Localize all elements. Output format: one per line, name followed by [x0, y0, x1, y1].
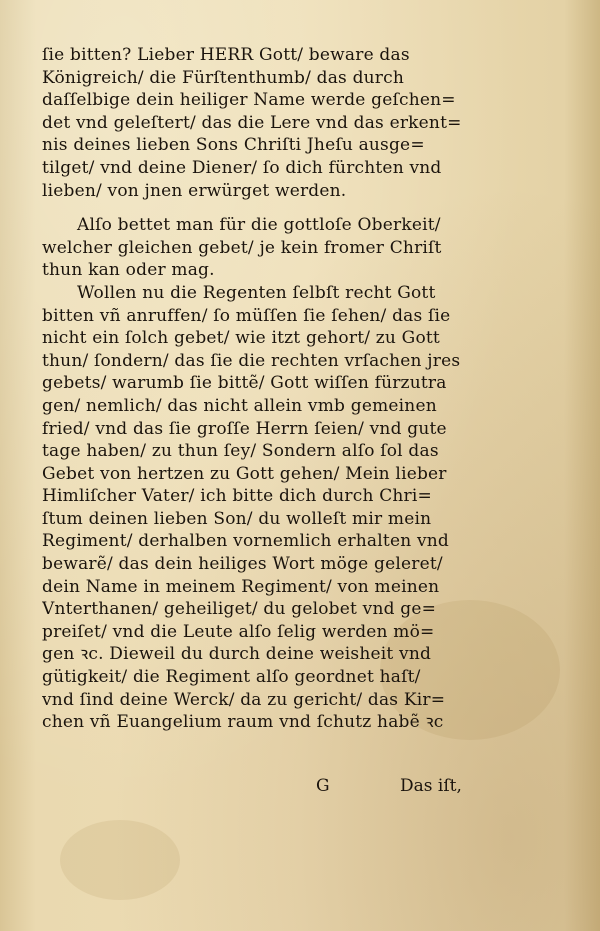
text-line: gen/ nemlich/ das nicht allein vmb gemeinen [42, 395, 437, 416]
text-line: dein Name in meinem Regiment/ von meinen [42, 576, 440, 597]
text-line: gen ꝛc. Dieweil du durch deine weisheit vnd [42, 644, 432, 665]
page-footer [300, 776, 500, 798]
text-line: Gebet von hertzen zu Gott gehen/ Mein lieber [42, 463, 447, 484]
text-line: Königreich/ die Fürſtenthumb/ das durch [42, 67, 404, 88]
paragraph-3 [42, 282, 562, 734]
text-line: preiſet/ vnd die Leute alſo ſelig werden mö= [42, 621, 435, 642]
text-line: Wollen nu die Regenten ſelbſt recht Gott [77, 282, 436, 303]
text-line: nicht ein ſolch gebet/ wie itzt gehort/ zu Gott [42, 328, 440, 349]
text-line: det vnd geleſtert/ das die Lere vnd das erkent= [42, 112, 462, 133]
text-line: bitten vñ anruffen/ ſo müſſen ſie ſehen/ das ſie [42, 305, 451, 326]
text-line: ſie bitten? Lieber HERR Gott/ beware das [42, 45, 410, 65]
paper-stain [60, 820, 180, 900]
text-line: Vnterthanen/ geheiliget/ du gelobet vnd ge= [42, 599, 437, 620]
text-line: Alſo bettet man für die gottloſe Oberkeit/ [77, 215, 441, 236]
page-text [42, 44, 562, 734]
text-line: nis deines lieben Sons Chriſti Jheſu ausge= [42, 135, 425, 156]
text-line: Himliſcher Vater/ ich bitte dich durch Chri= [42, 486, 432, 507]
text-line: ſtum deinen lieben Son/ du wolleſt mir mein [42, 508, 432, 529]
catchword: Das iſt, [400, 776, 462, 796]
signature-mark: G [316, 776, 330, 796]
text-line: chen vñ Euangelium raum vnd ſchutz habẽ ꝛc [42, 712, 444, 733]
text-line: bewarẽ/ das dein heiliges Wort möge geleret/ [42, 554, 443, 575]
text-line: vnd ſind deine Werck/ da zu gericht/ das Kir= [42, 689, 446, 710]
text-line: welcher gleichen gebet/ je kein fromer Chriſt [42, 237, 442, 258]
paragraph-gap [42, 202, 562, 214]
text-line: lieben/ von jnen erwürget werden. [42, 180, 347, 201]
text-line: gebets/ warumb ſie bittẽ/ Gott wiſſen fürzutra [42, 373, 447, 394]
text-line: thun kan oder mag. [42, 260, 215, 281]
text-line: tilget/ vnd deine Diener/ ſo dich fürchten vnd [42, 157, 442, 178]
text-line: tage haben/ zu thun ſey/ Sondern alſo ſol das [42, 441, 439, 462]
text-line: Regiment/ derhalben vornemlich erhalten vnd [42, 531, 449, 552]
text-line: daſſelbige dein heiliger Name werde geſchen= [42, 90, 456, 111]
text-line: fried/ vnd das ſie groſſe Herrn ſeien/ vnd gute [42, 418, 447, 439]
paragraph-2 [42, 214, 562, 282]
text-line: gütigkeit/ die Regiment alſo geordnet haſt/ [42, 667, 421, 688]
text-line: thun/ ſondern/ das ſie die rechten vrſachen jres [42, 350, 461, 371]
paragraph-1 [42, 44, 562, 202]
